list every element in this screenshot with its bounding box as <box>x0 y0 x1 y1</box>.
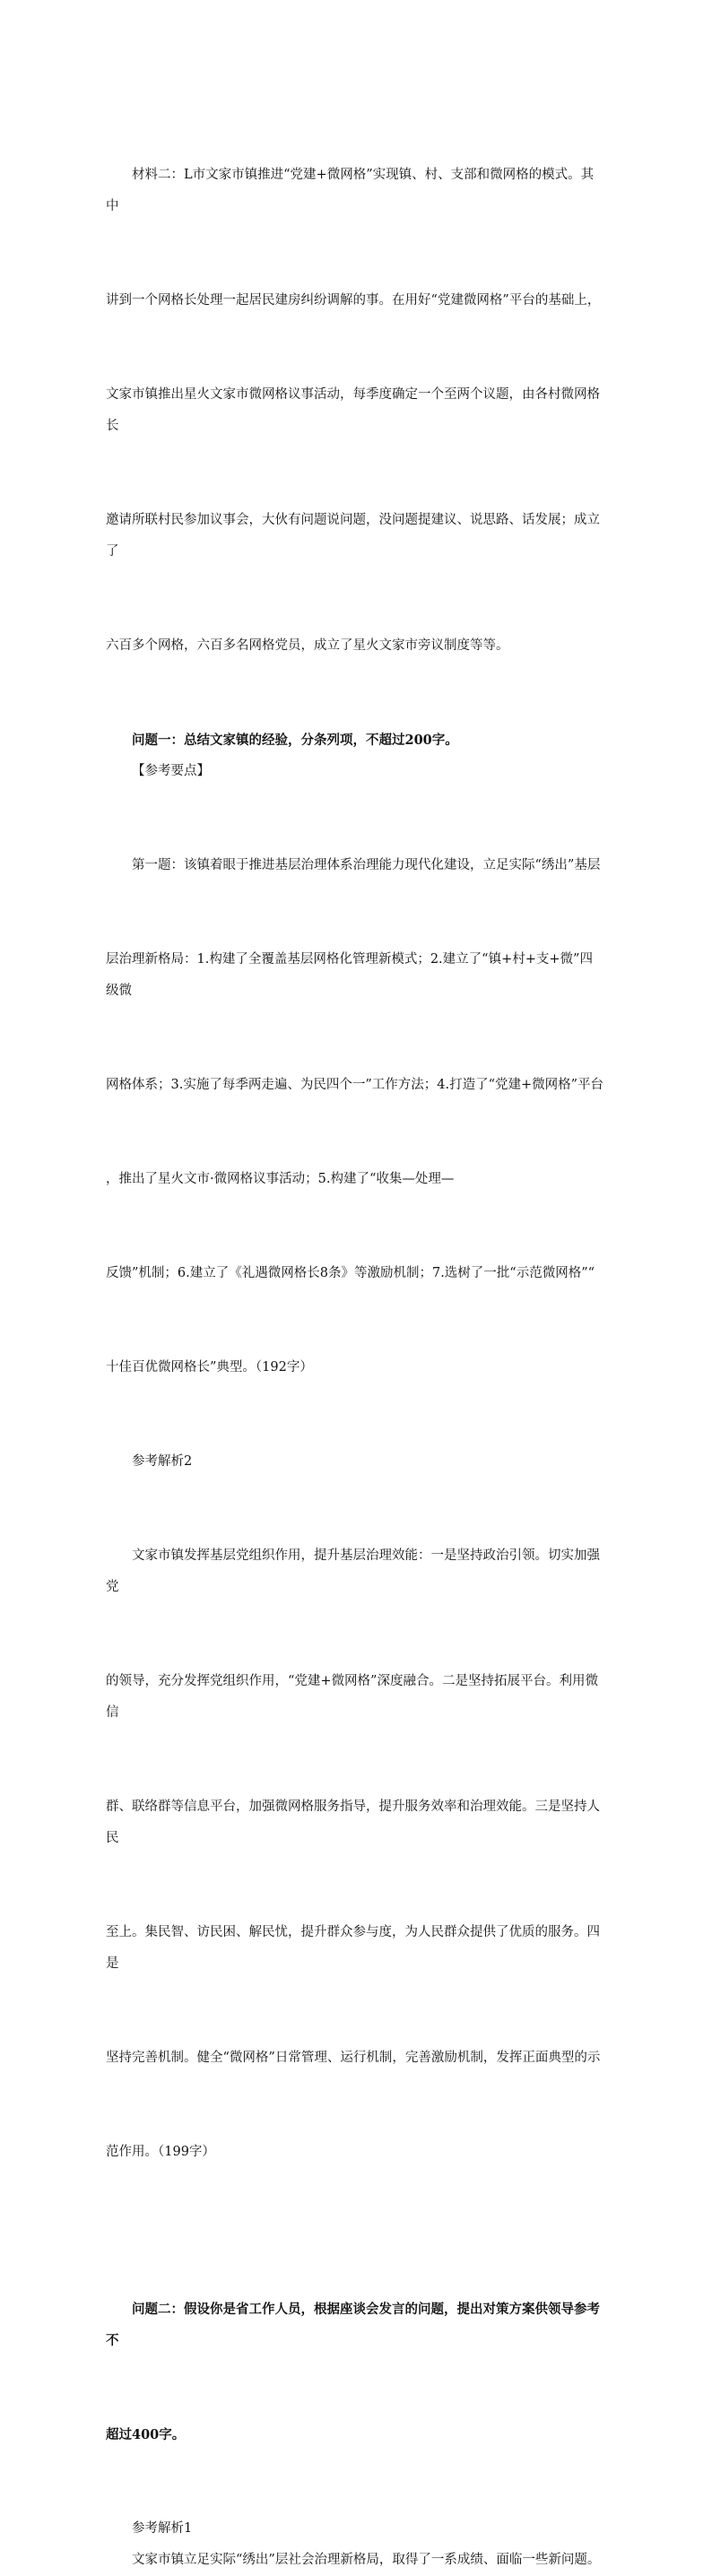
reference-points-title: 【参考要点】 <box>132 764 210 778</box>
text-line: 十佳百优微网格长”典型。（192字） <box>106 1360 313 1375</box>
text-line: 六百多个网格，六百多名网格党员，成立了星火文家市旁议制度等等。 <box>106 638 509 653</box>
text-line: 问题二：假设你是省工作人员，根据座谈会发言的问题，提出对策方案供领导参考不 <box>106 2302 600 2348</box>
text-line: 群、联络群等信息平台，加强微网格服务指导，提升服务效率和治理效能。三是坚持人民 <box>106 1800 600 1845</box>
text-line: 范作用。（199字） <box>106 2145 215 2159</box>
text-line: 至上。集民智、访民困、解民忧，提升群众参与度，为人民群众提供了优质的服务。四是 <box>106 1925 600 1971</box>
text-line: 坚持完善机制。健全“微网格”日常管理、运行机制，完善激励机制，发挥正面典型的示 <box>106 2051 601 2065</box>
text-line: 文家市镇发挥基层党组织作用，提升基层治理效能：一是坚持政治引领。切实加强党 <box>106 1548 600 1594</box>
text-line: ，推出了星火文市·微网格议事活动；5.构建了“收集—处理— <box>106 1172 455 1186</box>
text-line: 的领导，充分发挥党组织作用，“党建+微网格”深度融合。二是坚持拓展平台。利用微信 <box>106 1674 598 1720</box>
text-line: 文家市镇推出星火文家市微网格议事活动，每季度确定一个至两个议题，由各村微网格长 <box>106 387 600 433</box>
material-two-paragraph <box>106 97 604 724</box>
answer-one-paragraph <box>106 787 604 1446</box>
analysis-two-paragraph <box>106 1478 604 2231</box>
text-line: 超过400字。 <box>106 2427 186 2442</box>
text-line: 邀请所联村民参加议事会，大伙有问题说问题，没问题提建议、说思路、话发展；成立了 <box>106 513 600 559</box>
question-one-heading: 问题一：总结文家镇的经验，分条列项，不超过200字。 <box>132 733 458 748</box>
analysis-one-paragraph: 文家市镇立足实际“绣出”层社会治理新格局，取得了一系成绩、面临一些新问题。 <box>132 2553 601 2567</box>
text-line: 讲到一个网格长处理一起居民建房纠纷调解的事。在用好“党建微网格”平台的基础上， <box>106 293 601 308</box>
document-page <box>106 97 604 2576</box>
text-line: 材料二：L市文家市镇推进“党建+微网格”实现镇、村、支部和微网格的模式。其中 <box>106 168 595 213</box>
text-line: 第一题：该镇着眼于推进基层治理体系治理能力现代化建设，立足实际“绣出”基层 <box>132 858 601 872</box>
text-line: 层治理新格局：1.构建了全覆盖基层网格化管理新模式；2.建立了“镇+村+支+微”四级微 <box>106 952 593 998</box>
question-two-heading <box>106 2231 604 2513</box>
text-line: 反馈”机制；6.建立了《礼遇微网格长8条》等激励机制；7.选树了一批“示范微网格”“ <box>106 1266 595 1280</box>
text-line: 网格体系；3.实施了每季两走遍、为民四个一”工作方法；4.打造了“党建+微网格”平台 <box>106 1078 604 1092</box>
reference-analysis-two-title: 参考解析2 <box>132 1454 193 1469</box>
reference-analysis-one-title: 参考解析1 <box>132 2521 193 2536</box>
